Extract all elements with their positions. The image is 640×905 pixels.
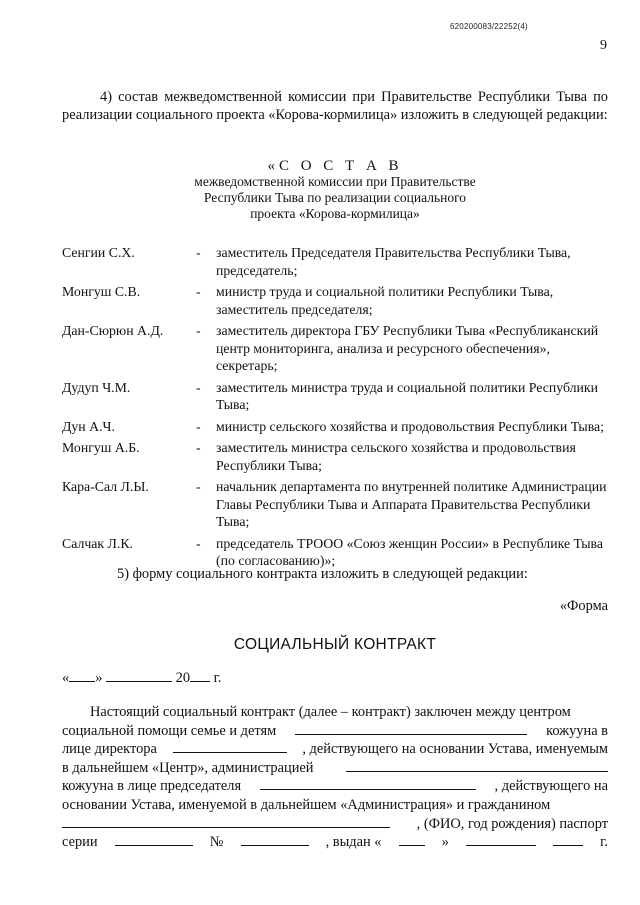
member-row (62, 439, 608, 474)
member-role: председатель ТРООО «Союз женщин России» в Республике Тыва (по согласованию)»; (216, 535, 603, 568)
blank-passport-number (241, 833, 309, 846)
contract-title: СОЦИАЛЬНЫЙ КОНТРАКТ (233, 636, 437, 653)
blank-day (69, 669, 95, 682)
contract-line (62, 833, 608, 852)
member-name: Монгуш А.Б. (62, 440, 140, 455)
contract-text: социальной помощи семье и детям (62, 722, 277, 739)
contract-line (62, 703, 608, 722)
member-name: Дудуп Ч.М. (62, 379, 131, 395)
blank-director-name (173, 740, 287, 753)
member-role: заместитель министра сельского хозяйства и продовольствия Республики Тыва; (216, 440, 576, 473)
contract-line (62, 740, 608, 759)
composition-subtitle-line: Республики Тыва по реализации социального (203, 190, 467, 205)
member-row (62, 322, 608, 375)
composition-heading: «С О С Т А В (267, 158, 403, 174)
contract-body (62, 703, 608, 852)
composition-subtitle-line: проекта «Корова-кормилица» (250, 206, 420, 221)
document-registration-code: 620200083/22252(4) (450, 22, 528, 31)
member-row (62, 244, 608, 279)
blank-month (106, 669, 172, 682)
date-year-suffix: г. (213, 670, 222, 686)
blank-administration (346, 759, 608, 772)
blank-chairman-name (260, 777, 476, 790)
contract-text: лице директора (62, 741, 157, 758)
blank-passport-series (115, 833, 193, 846)
member-row (62, 418, 608, 436)
composition-title (62, 158, 608, 222)
blank-issue-year (553, 833, 583, 846)
contract-text: г. (600, 834, 608, 851)
blank-citizen-name (62, 815, 390, 828)
date-year-prefix: 20 (175, 670, 191, 686)
member-role: министр сельского хозяйства и продовольствия Республики Тыва; (216, 418, 604, 434)
form-label: «Форма (559, 598, 608, 614)
member-name: Сенгии С.Х. (62, 245, 135, 260)
member-name: Дан-Сюрюн А.Д. (62, 323, 164, 338)
member-name: Монгуш С.В. (62, 284, 141, 299)
blank-year (190, 669, 210, 682)
contract-date-line (62, 669, 222, 687)
contract-text: в дальнейшем «Центр», администрацией (62, 759, 314, 776)
date-open-quote: « (62, 670, 70, 686)
contract-text: , выдан « (325, 834, 382, 851)
contract-text: , действующего на основании Устава, именуемым (302, 741, 608, 758)
member-dash: - (196, 479, 201, 494)
member-role: заместитель директора ГБУ Республики Тыва «Республиканский центр мониторинга, анализа и ресурсного обеспечения», секретарь; (216, 323, 599, 373)
contract-line (62, 759, 608, 778)
page-number: 9 (600, 38, 607, 53)
member-dash: - (196, 379, 201, 395)
member-dash: - (196, 323, 201, 338)
member-role: заместитель министра труда и социальной политики Республики Тыва; (216, 379, 598, 412)
contract-text: Настоящий социальный контракт (далее – контракт) заключен между центром (90, 704, 571, 720)
blank-center-name (295, 722, 527, 735)
contract-text: , действующего на (494, 778, 608, 795)
date-close-quote: » (95, 670, 103, 686)
contract-text: кожууна в лице председателя (62, 778, 242, 795)
amendment-paragraph-5: 5) форму социального контракта изложить в следующей редакции: (117, 566, 528, 582)
contract-line (62, 796, 608, 815)
contract-text: » (441, 834, 449, 851)
blank-issue-day (399, 833, 425, 846)
contract-text: серии (62, 834, 98, 851)
member-dash: - (196, 440, 201, 455)
member-name: Салчак Л.К. (62, 535, 134, 551)
member-role: министр труда и социальной политики Республики Тыва, заместитель председателя; (216, 284, 554, 317)
contract-text: основании Устава, именуемой в дальнейшем «Администрация» и гражданином (62, 796, 551, 813)
member-dash: - (196, 418, 201, 434)
member-dash: - (196, 284, 201, 299)
member-name: Кара-Сал Л.Ы. (62, 479, 149, 494)
member-role: заместитель Председателя Правительства Республики Тыва, председатель; (216, 245, 571, 278)
blank-issue-month (466, 833, 536, 846)
contract-text: № (209, 834, 224, 851)
amendment-paragraph-4: 4) состав межведомственной комиссии при Правительстве Республики Тыва по реализации социального проекта «Корова-кормилица» изложить в следующей редакции: (62, 89, 608, 123)
commission-members-list (62, 244, 608, 574)
contract-line (62, 815, 608, 834)
member-row (62, 478, 608, 531)
member-dash: - (196, 245, 201, 260)
member-role: начальник департамента по внутренней политике Администрации Главы Республики Тыва и Аппарата Правительства Республики Тыва; (216, 479, 607, 529)
contract-text: кожууна в (546, 722, 608, 739)
member-row (62, 379, 608, 414)
contract-line (62, 777, 608, 796)
member-row (62, 283, 608, 318)
contract-text: , (ФИО, год рождения) паспорт (416, 815, 608, 832)
member-name: Дун А.Ч. (62, 418, 115, 434)
composition-subtitle-line: межведомственной комиссии при Правительстве (194, 174, 476, 189)
member-dash: - (196, 535, 201, 551)
contract-line (62, 722, 608, 741)
